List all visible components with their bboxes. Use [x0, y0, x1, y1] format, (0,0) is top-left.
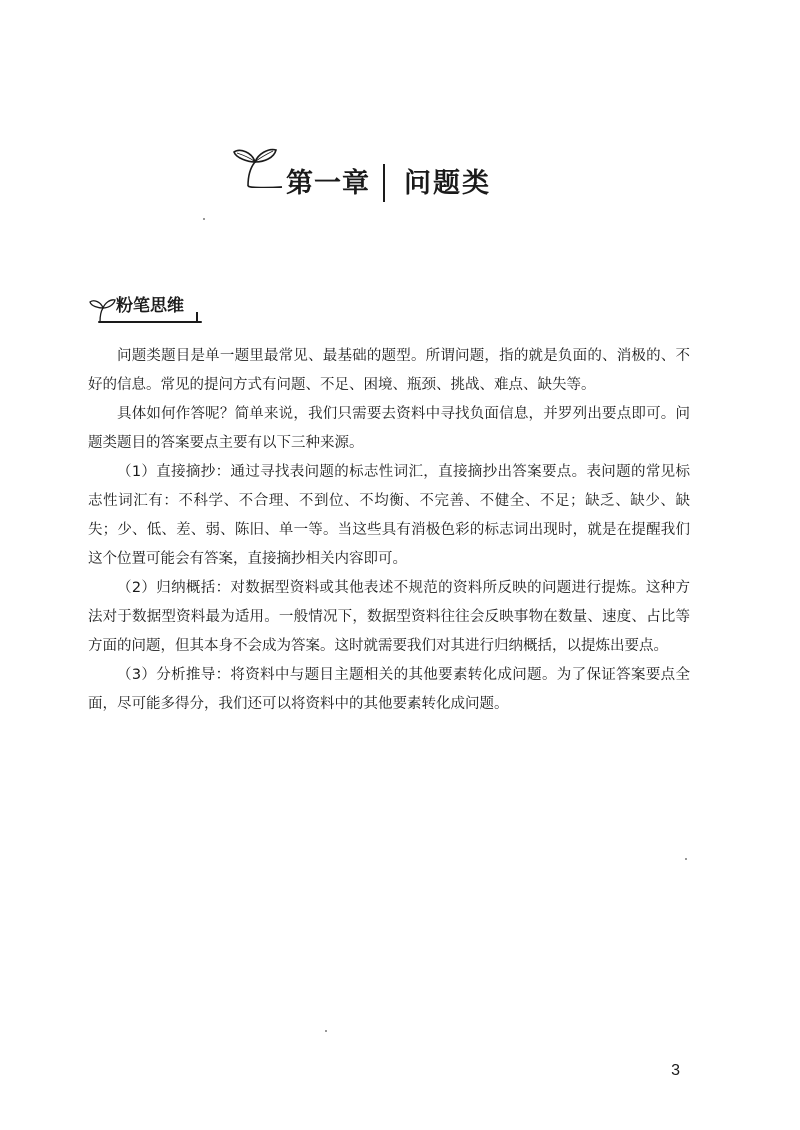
- chapter-title: 第一章: [286, 168, 370, 199]
- paragraph: （3）分析推导：将资料中与题目主题相关的其他要素转化成问题。为了保证答案要点全面，尽可能多得分，我们还可以将资料中的其他要素转化成问题。: [88, 667, 690, 712]
- sprout-icon: [228, 142, 284, 188]
- paragraph: （1）直接摘抄：通过寻找表问题的标志性词汇，直接摘抄出答案要点。表问题的常见标志性词汇有：不科学、不合理、不到位、不均衡、不完善、不健全、不足；缺乏、缺少、缺失；少、低、差、弱、陈旧、单一等。当这些具有消极色彩的标志词出现时，就是在提醒我们这个位置可能会有答案，直接摘抄相关内容即可。: [88, 464, 690, 567]
- chapter-divider: [383, 164, 385, 202]
- scan-speck: [203, 218, 205, 220]
- paragraph: 问题类题目是单一题里最常见、最基础的题型。所谓问题，指的就是负面的、消极的、不好的信息。常见的提问方式有问题、不足、困境、瓶颈、挑战、难点、缺失等。: [88, 348, 690, 393]
- page-number: 3: [671, 1062, 680, 1079]
- section-title: 粉笔思维: [116, 296, 184, 316]
- scan-speck: [325, 1030, 327, 1032]
- sprout-icon: [88, 296, 116, 322]
- scan-speck: [685, 858, 687, 860]
- section-header: [88, 292, 208, 326]
- chapter-subtitle: 问题类: [404, 168, 491, 199]
- section-underline-tail: [196, 312, 198, 322]
- paragraph: （2）归纳概括：对数据型资料或其他表述不规范的资料所反映的问题进行提炼。这种方法对于数据型资料最为适用。一般情况下，数据型资料往往会反映事物在数量、速度、占比等方面的问题，但其本身不会成为答案。这时就需要我们对其进行归纳概括，以提炼出要点。: [88, 580, 690, 654]
- section-underline: [98, 321, 202, 323]
- paragraph: 具体如何作答呢？简单来说，我们只需要去资料中寻找负面信息，并罗列出要点即可。问题类题目的答案要点主要有以下三种来源。: [88, 406, 690, 451]
- body-text: [88, 342, 690, 719]
- chapter-header: [228, 140, 528, 200]
